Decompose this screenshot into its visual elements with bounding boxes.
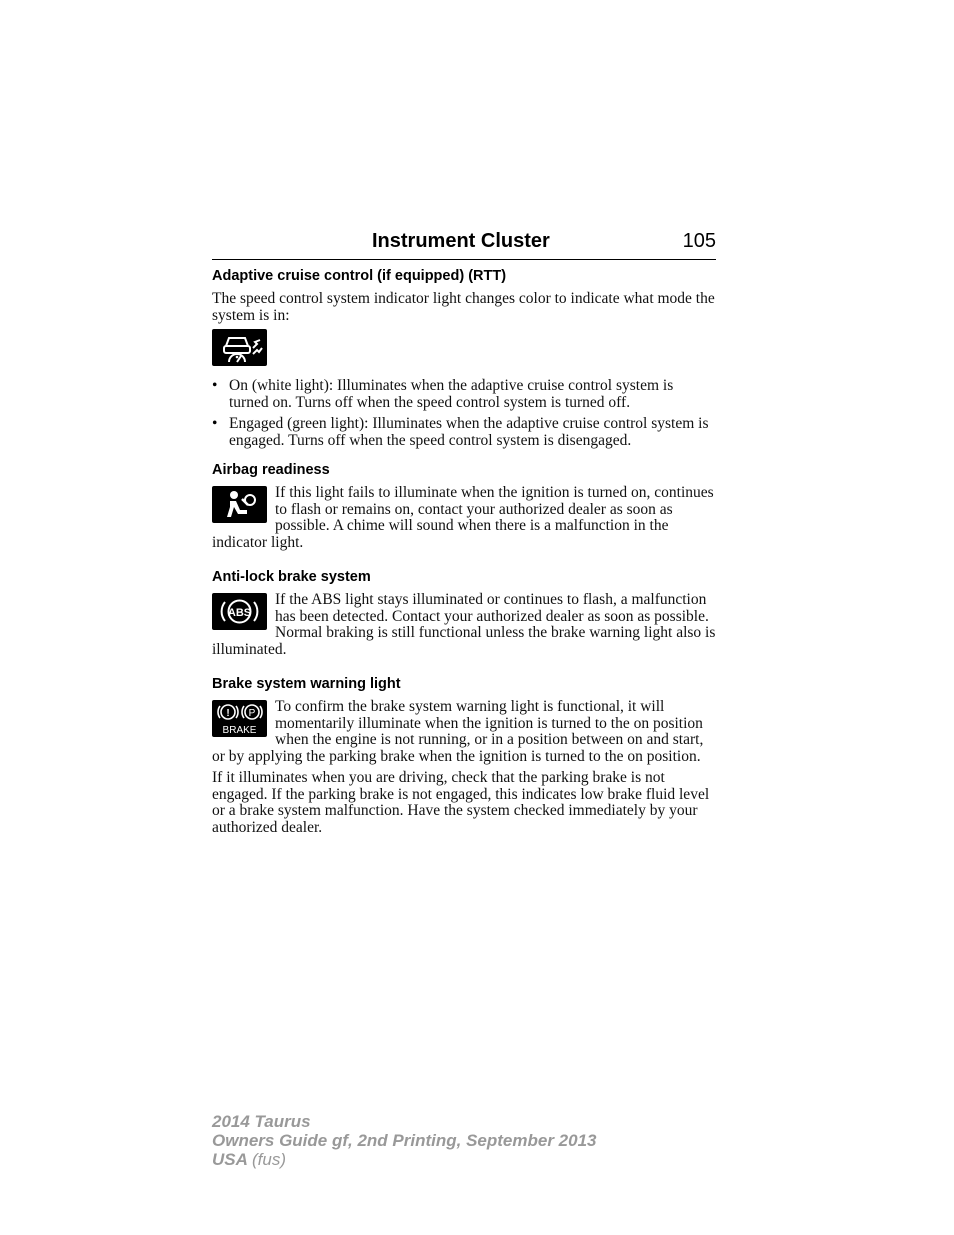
acc-intro: The speed control system indicator light changes color to indicate what mode the system is in:	[212, 290, 715, 324]
footer-model: 2014 Taurus	[212, 1112, 311, 1131]
page-content	[212, 267, 716, 848]
abs-icon-label: ABS	[227, 607, 252, 619]
brake-exclaim: !	[226, 708, 230, 719]
acc-bullet-list	[212, 378, 716, 449]
brake-body-1: To confirm the brake system warning light is functional, it will momentarily illuminate when the ignition is turned to the on position when the engine is not running, or in a position between on and start, or by applying the parking brake when the ignition is turned to the on position.	[212, 698, 704, 765]
page-header	[212, 228, 716, 260]
page-number: 105	[682, 230, 716, 252]
brake-heading: Brake system warning light	[212, 676, 401, 692]
footer-edition: Owners Guide gf, 2nd Printing, September 2013	[212, 1131, 597, 1150]
airbag-body: If this light fails to illuminate when the ignition is turned on, continues to flash or remains on, contact your authorized dealer as soon as possible. A chime will sound when there is a malfunction in the indicator light.	[212, 484, 714, 551]
abs-icon	[212, 593, 267, 630]
bullet-icon: •	[212, 415, 218, 432]
abs-section	[212, 568, 716, 663]
brake-warning-icon	[212, 700, 267, 737]
acc-bullet-text: Engaged (green light): Illuminates when the adaptive cruise control system is engaged. Turns off when the speed control system is disengaged.	[229, 415, 709, 449]
brake-section	[212, 675, 716, 836]
abs-heading: Anti-lock brake system	[212, 569, 371, 585]
footer-region-code: (fus)	[252, 1150, 286, 1169]
acc-bullet-text: On (white light): Illuminates when the adaptive cruise control system is turned on. Turns off when the speed control system is turned off.	[229, 377, 674, 411]
footer-region-main: USA	[212, 1150, 248, 1169]
abs-body: If the ABS light stays illuminated or continues to flash, a malfunction has been detected. Contact your authorized dealer as soon as possible. Normal braking is still functional unless the brake warning light also is illuminated.	[212, 591, 716, 658]
airbag-section	[212, 461, 716, 556]
page-footer	[212, 1112, 596, 1169]
brake-label: BRAKE	[222, 725, 257, 736]
adaptive-cruise-icon	[212, 329, 267, 366]
list-item	[212, 416, 716, 449]
acc-section	[212, 267, 716, 449]
section-title: Instrument Cluster	[372, 230, 550, 252]
airbag-heading: Airbag readiness	[212, 462, 330, 478]
footer-region	[212, 1150, 596, 1169]
brake-park: P	[248, 708, 256, 719]
brake-body-2: If it illuminates when you are driving, check that the parking brake is not engaged. If the parking brake is not engaged, this indicates low brake fluid level or a brake system malfunction. Have the system checked immediately by your authorized dealer.	[212, 769, 710, 836]
bullet-icon: •	[212, 377, 218, 394]
acc-heading: Adaptive cruise control (if equipped) (RTT)	[212, 268, 507, 284]
airbag-icon	[212, 486, 267, 523]
list-item	[212, 378, 716, 411]
